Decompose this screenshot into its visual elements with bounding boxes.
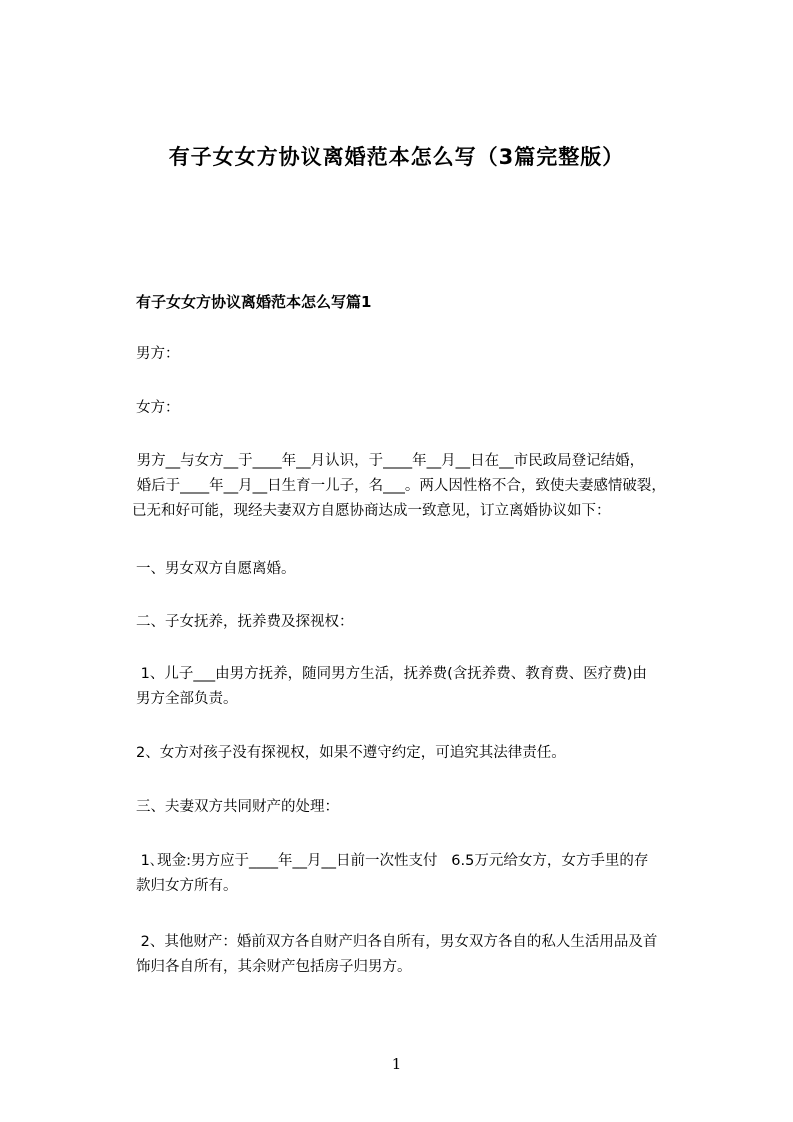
paragraph-clause-1: 一、男女双方自愿离婚。 <box>136 561 296 577</box>
document-title: 有子女女方协议离婚范本怎么写（3篇完整版） <box>168 145 625 169</box>
section-heading: 有子女女方协议离婚范本怎么写篇1 <box>136 293 372 311</box>
paragraph-clause-3-2: 2、其他财产：婚前双方各自财产归各自所有，男女双方各自的私人生活用品及首 饰归各自所有，其余财产包括房子归男方。 <box>136 934 658 975</box>
paragraph-clause-2-2: 2、女方对孩子没有探视权，如果不遵守约定，可追究其法律责任。 <box>136 745 566 761</box>
paragraph-intro: 男方__与女方__于____年__月认识，于____年__月__日在__市民政局登记结婚， 婚后于____年__月__日生育一儿子，名___。两人因性格不合，致使夫妻感情破裂， 已无和好可能，现经夫妻双方自愿协商达成一致意见，订立离婚协议如下： <box>132 453 666 519</box>
paragraph-clause-3-1: 1､现金:男方应于____年__月__日前一次性支付 6.5万元给女方，女方手里的存 款归女方所有。 <box>136 853 649 894</box>
paragraph-clause-3: 三、夫妻双方共同财产的处理： <box>136 799 339 815</box>
paragraph-male-party: 男方： <box>136 346 180 362</box>
page-number: 1 <box>391 1055 402 1073</box>
paragraph-female-party: 女方： <box>136 400 180 416</box>
paragraph-clause-2-1: 1、儿子___由男方抚养，随同男方生活，抚养费(含抚养费、教育费、医疗费)由 男方全部负责。 <box>136 666 647 707</box>
paragraph-clause-2: 二、子女抚养，抚养费及探视权： <box>136 614 354 630</box>
